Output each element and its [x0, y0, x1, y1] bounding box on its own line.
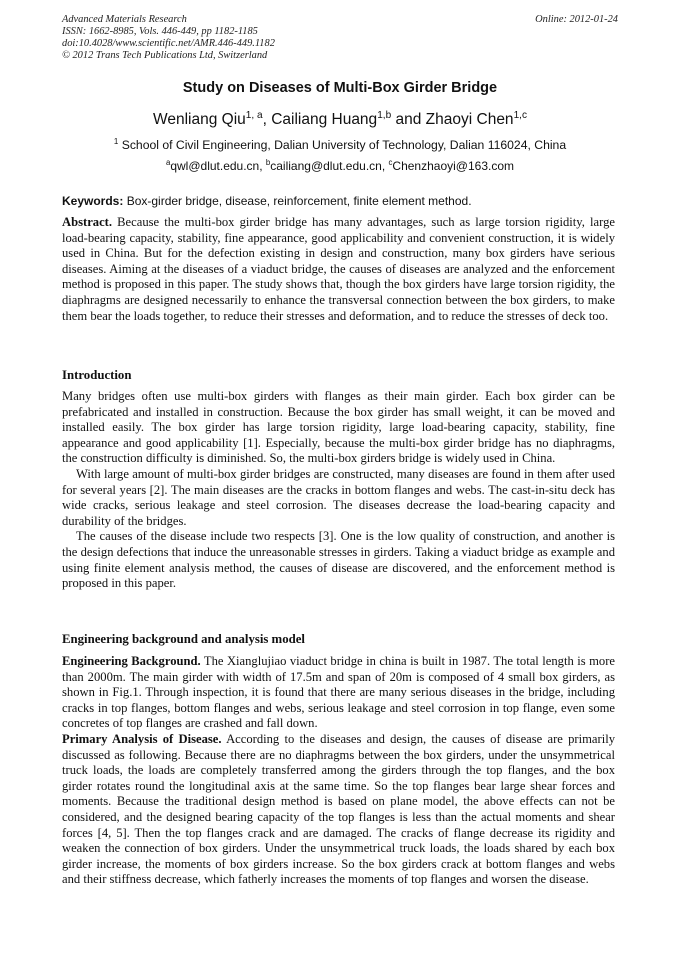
author-name: Zhaoyi Chen: [425, 111, 514, 128]
affiliation-text: School of Civil Engineering, Dalian University of Technology, Dalian 116024, China: [121, 138, 567, 152]
engineering-body: [62, 654, 615, 888]
author-emails: [62, 159, 618, 173]
affiliation: [62, 138, 618, 152]
keywords: [62, 194, 618, 208]
subsection-label: Primary Analysis of Disease.: [62, 731, 222, 746]
email-superscript: b: [265, 158, 271, 167]
author-separator: and: [391, 111, 426, 128]
author-superscript: 1,c: [513, 109, 527, 121]
author-name: Cailiang Huang: [271, 111, 378, 128]
subsection-label: Engineering Background.: [62, 654, 201, 668]
paragraph-text: According to the diseases and design, the causes of disease are primarily discussed as following. Because there are no diaphragms between the box girders, under the unsymmetrical truck loads, the loads are completely transferred among the girders through the top flanges, and the box girder rotates round the longitudinal axis at the same time. So the top flanges bear large shear forces and moments. Because the traditional design method is based on plane model, the above effects can not be considered, and the designed bearing capacity of the top flanges is less than the actual moments and shear forces [4, 5]. Then the top flanges crack and are damaged. The cracks of flange decrease its rigidity and weaken the connection of box girders. Under the unsymmetrical truck loads, the loads shared by each box girder increase, the moments of box girders increase. So the box girders crack at bottom flanges and webs and their stiffness decrease, which fatherly increases the moments of top flanges and worsen the disease.: [62, 731, 615, 887]
paragraph: Many bridges often use multi-box girders with flanges as their main girder. Each box girder can be prefabricated and installed in construction. Because the box girder has small weight, it can be moved and installed easily. The box girder has large torsion rigidity, large load-bearing capacity, stability, fine appearance and good applicability [1]. Especially, because the multi-box girder bridge has no diaphragms, the construction difficulty is diminished. So, the multi-box girders bridge is widely used in China.: [62, 389, 615, 466]
journal-header: [62, 14, 618, 62]
abstract-text: Because the multi-box girder bridge has many advantages, such as large torsion rigidity, large load-bearing capacity, stability, fine appearance, good applicability and convenient construction, it is widely used in China. But for the defection existing in design and construction, many box girders have serious diseases. Aiming at the diseases of a viaduct bridge, the causes of diseases are analyzed and the enforcement method is proposed in this paper. The study shows that, though the box girders have large torsion rigidity, the diaphragms are designed necessarily to enhance the transversal connection between the box girders, to make them bear the loads together, to reduce their stresses and deformation, and to reduce the stresses of deck too.: [62, 215, 615, 323]
issn-line: ISSN: 1662-8985, Vols. 446-449, pp 1182-1185: [62, 26, 258, 37]
email-link[interactable]: cailiang@dlut.edu.cn,: [270, 159, 389, 173]
section-heading-engineering: Engineering background and analysis model: [62, 632, 305, 646]
abstract-label: Abstract.: [62, 215, 113, 229]
keywords-label: Keywords:: [62, 194, 124, 208]
author-name: Wenliang Qiu: [153, 111, 246, 128]
online-date: Online: 2012-01-24: [535, 14, 618, 25]
journal-name: Advanced Materials Research: [62, 14, 187, 25]
email-link[interactable]: Chenzhaoyi@163.com: [392, 159, 515, 173]
author-superscript: 1,b: [377, 109, 392, 121]
author-superscript: 1, a: [245, 109, 263, 121]
doi-line: doi:10.4028/www.scientific.net/AMR.446-449.1182: [62, 38, 275, 49]
email-superscript: c: [388, 158, 393, 167]
keywords-text: Box-girder bridge, disease, reinforcement, finite element method.: [123, 194, 472, 208]
section-heading-introduction: Introduction: [62, 368, 132, 382]
author-list: [62, 111, 618, 129]
paragraph: With large amount of multi-box girder bridges are constructed, many diseases are found in them after used for several years [2]. The main diseases are the cracks in bottom flanges and webs. The cast-in-situ deck has wide cracks, serious leakage and steel corrosion. The diseases decrease the load-bearing capacity and durability of the bridges.: [62, 466, 615, 528]
copyright-line: © 2012 Trans Tech Publications Ltd, Switzerland: [62, 50, 268, 61]
affiliation-superscript: 1: [113, 136, 119, 146]
paragraph-text: The Xianglujiao viaduct bridge in china is built in 1987. The total length is more than 2000m. The main girder with width of 17.5m and span of 20m is composed of 4 small box girders, as shown in Fig.1. Through inspection, it is found that there are many serious diseases in the bridge, including cracks in top flanges, bottom flanges and webs, serious leakage and steel corrosion in top flange, even some concretes of top flanges are crashed and fall down.: [62, 654, 615, 731]
paper-title: Study on Diseases of Multi-Box Girder Bridge: [182, 80, 498, 96]
paragraph: The causes of the disease include two respects [3]. One is the low quality of construction, and another is the design defections that induce the unreasonable stresses in girders. Taking a viaduct bridge as example and using finite element analysis method, the causes of disease are discovered, and the enforcement method is proposed in this paper.: [62, 529, 615, 591]
email-link[interactable]: qwl@dlut.edu.cn,: [170, 159, 266, 173]
introduction-body: [62, 389, 615, 592]
abstract: [62, 215, 615, 324]
author-separator: ,: [262, 111, 272, 128]
email-superscript: a: [165, 158, 171, 167]
